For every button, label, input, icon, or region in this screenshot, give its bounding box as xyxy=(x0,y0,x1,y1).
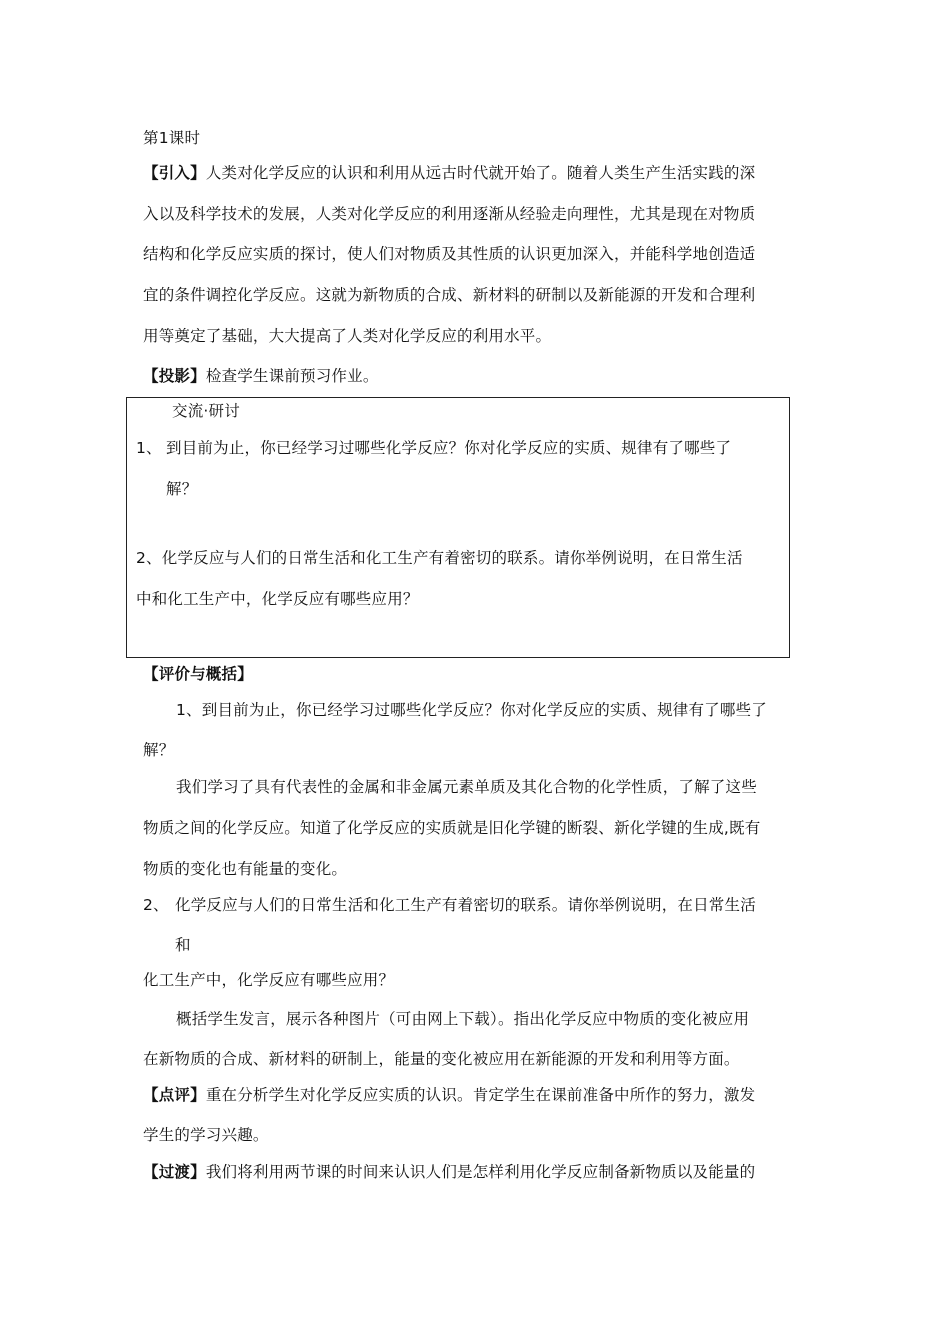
evaluation-heading: 【评价与概括】 xyxy=(143,665,253,683)
discussion-box xyxy=(126,397,790,658)
transition-line: 【过渡】我们将利用两节课的时间来认识人们是怎样利用化学反应制备新物质以及能量的 xyxy=(143,1163,756,1181)
evaluation-q1-line-2: 解？ xyxy=(143,741,175,759)
comment-tag: 【点评】 xyxy=(143,1086,206,1104)
comment-line-1: 【点评】重在分析学生对化学反应实质的认识。肯定学生在课前准备中所作的努力，激发 xyxy=(143,1086,756,1104)
intro-tag: 【引入】 xyxy=(143,164,206,182)
discussion-q2-line-2: 中和化工生产中，化学反应有哪些应用？ xyxy=(136,590,419,608)
discussion-q1-number: 1、 xyxy=(136,439,162,457)
projection-tag: 【投影】 xyxy=(143,367,206,385)
comment-line-2: 学生的学习兴趣。 xyxy=(143,1126,269,1144)
intro-line-5: 用等奠定了基础，大大提高了人类对化学反应的利用水平。 xyxy=(143,327,552,345)
intro-line-1: 【引入】人类对化学反应的认识和利用从远古时代就开始了。随着人类生产生活实践的深 xyxy=(143,164,756,182)
projection-line: 【投影】检查学生课前预习作业。 xyxy=(143,367,379,385)
intro-line-3: 结构和化学反应实质的探讨，使人们对物质及其性质的认识更加深入，并能科学地创造适 xyxy=(143,245,756,263)
discussion-q1-line-2: 解？ xyxy=(166,480,198,498)
evaluation-q2-line-2: 和 xyxy=(175,936,191,954)
lesson-label: 第1课时 xyxy=(143,129,201,147)
evaluation-a2-line-1: 概括学生发言，展示各种图片（可由网上下载）。指出化学反应中物质的变化被应用 xyxy=(176,1010,750,1028)
intro-line-2: 入以及科学技术的发展，人类对化学反应的利用逐渐从经验走向理性，尤其是现在对物质 xyxy=(143,205,756,223)
evaluation-q2-line-3: 化工生产中，化学反应有哪些应用？ xyxy=(143,971,395,989)
discussion-q2-line-1: 2、化学反应与人们的日常生活和化工生产有着密切的联系。请你举例说明，在日常生活 xyxy=(136,549,743,567)
evaluation-a1-line-3: 物质的变化也有能量的变化。 xyxy=(143,860,348,878)
discussion-q1-line-1: 到目前为止，你已经学习过哪些化学反应？你对化学反应的实质、规律有了哪些了 xyxy=(166,439,732,457)
evaluation-q2-line-1: 化学反应与人们的日常生活和化工生产有着密切的联系。请你举例说明，在日常生活 xyxy=(175,896,756,914)
transition-tag: 【过渡】 xyxy=(143,1163,206,1181)
discussion-title: 交流·研讨 xyxy=(172,402,240,420)
intro-line-4: 宜的条件调控化学反应。这就为新物质的合成、新材料的研制以及新能源的开发和合理利 xyxy=(143,286,756,304)
evaluation-a1-line-1: 我们学习了具有代表性的金属和非金属元素单质及其化合物的化学性质，了解了这些 xyxy=(176,778,757,796)
evaluation-a2-line-2: 在新物质的合成、新材料的研制上，能量的变化被应用在新能源的开发和利用等方面。 xyxy=(143,1050,740,1068)
evaluation-a1-line-2: 物质之间的化学反应。知道了化学反应的实质就是旧化学键的断裂、新化学键的生成,既有 xyxy=(143,819,761,837)
evaluation-q1-line-1: 1、到目前为止，你已经学习过哪些化学反应？你对化学反应的实质、规律有了哪些了 xyxy=(176,701,767,719)
evaluation-q2-number: 2、 xyxy=(143,896,169,914)
